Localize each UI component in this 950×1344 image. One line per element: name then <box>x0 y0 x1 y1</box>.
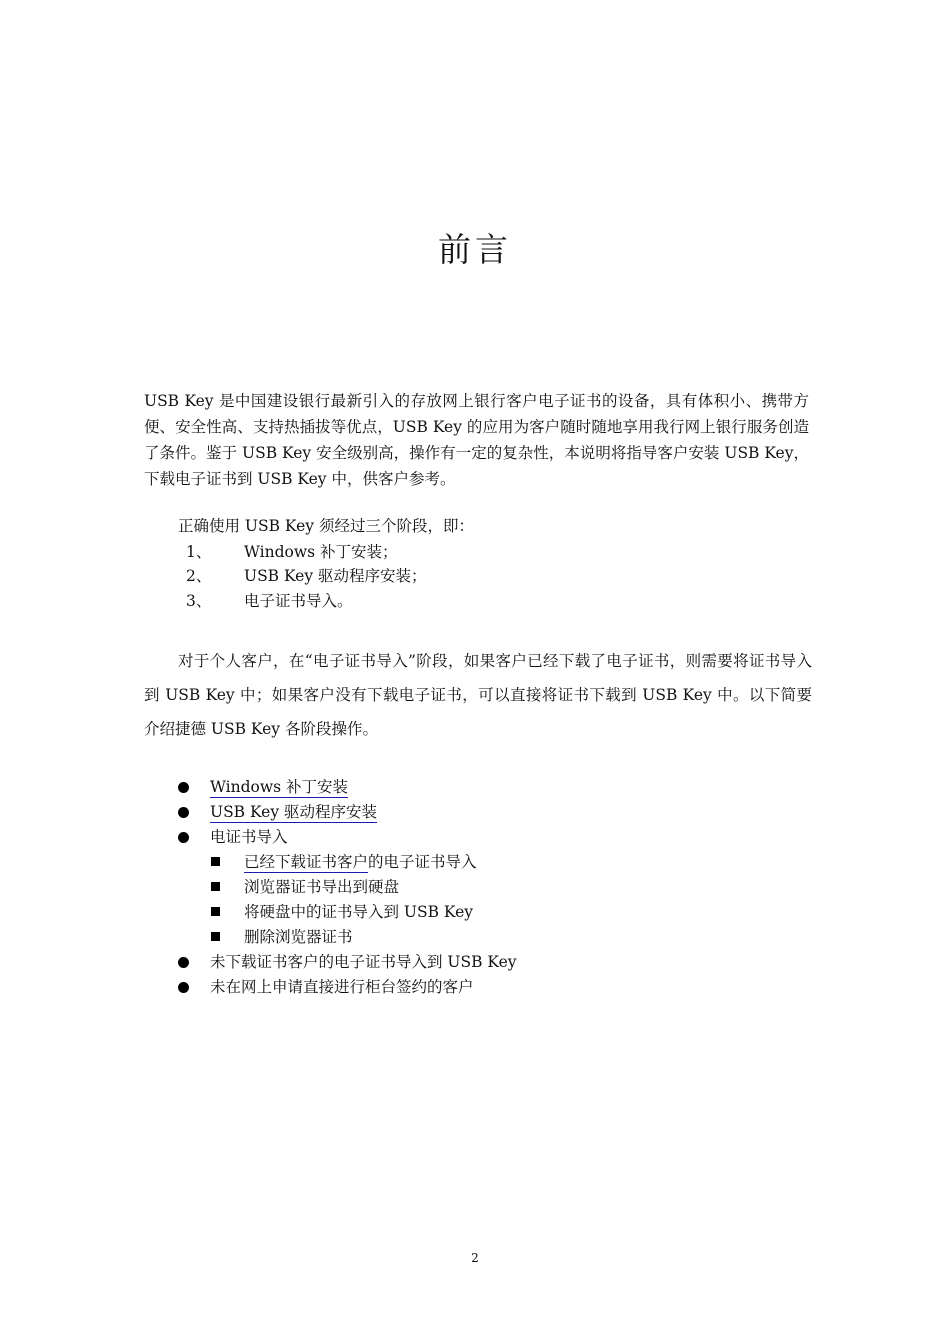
stage-number: 2、 <box>186 567 212 585</box>
toc-item-driver-install[interactable] <box>210 800 377 824</box>
toc-link-downloaded-cert[interactable]: 已经下载证书客户 <box>244 853 369 871</box>
bullet-dot-icon <box>178 807 189 818</box>
toc-subitem-downloaded-cert-rest: 的电子证书导入 <box>368 853 477 871</box>
bullet-square-icon <box>211 907 220 916</box>
stages-lead: 正确使用 USB Key 须经过三个阶段，即： <box>178 517 474 535</box>
toc-link-driver-install[interactable]: USB Key 驱动程序安装 <box>210 803 378 821</box>
toc-item-cert-import: 电证书导入 <box>210 828 288 846</box>
stage-item <box>186 589 353 613</box>
intro-paragraph: USB Key 是中国建设银行最新引入的存放网上银行客户电子证书的设备，具有体积小、携带方便、安全性高、支持热插拔等优点，USB Key 的应用为客户随时随地享用我行网上银行服务创造了条件。鉴于 USB Key 安全级别高，操作有一定的复杂性，本说明将指导客户安装 USB Key，下载电子证书到 USB Key 中，供客户参考。 <box>144 392 809 488</box>
toc-item-counter-signing: 未在网上申请直接进行柜台签约的客户 <box>210 978 474 996</box>
stage-number: 1、 <box>186 543 212 561</box>
toc-subitem-downloaded-cert[interactable] <box>244 850 477 874</box>
bullet-square-icon <box>211 882 220 891</box>
toc-subitem-export-to-disk: 浏览器证书导出到硬盘 <box>244 878 400 896</box>
toc-subitem-import-to-key: 将硬盘中的证书导入到 USB Key <box>244 903 474 921</box>
toc-link-windows-patch[interactable]: Windows 补丁安装 <box>210 778 349 796</box>
toc-item-windows-patch[interactable] <box>210 775 348 799</box>
stage-text: USB Key 驱动程序安装； <box>244 567 427 585</box>
bullet-dot-icon <box>178 957 189 968</box>
stage-item <box>186 540 398 564</box>
stage-item <box>186 564 427 588</box>
bullet-dot-icon <box>178 982 189 993</box>
toc-item-not-downloaded: 未下载证书客户的电子证书导入到 USB Key <box>210 953 517 971</box>
stage-text: 电子证书导入。 <box>244 592 353 610</box>
stage-text: Windows 补丁安装； <box>244 543 398 561</box>
bullet-dot-icon <box>178 782 189 793</box>
bullet-square-icon <box>211 857 220 866</box>
bullet-dot-icon <box>178 832 189 843</box>
page-title: 前言 <box>438 230 512 269</box>
bullet-square-icon <box>211 932 220 941</box>
toc-subitem-delete-browser-cert: 删除浏览器证书 <box>244 928 353 946</box>
stage-number: 3、 <box>186 592 212 610</box>
personal-client-paragraph: 对于个人客户，在“电子证书导入”阶段，如果客户已经下载了电子证书，则需要将证书导入到 USB Key 中；如果客户没有下载电子证书，可以直接将证书下载到 USB Key 中。以下简要介绍捷德 USB Key 各阶段操作。 <box>144 652 812 738</box>
page-number: 2 <box>471 1251 479 1265</box>
